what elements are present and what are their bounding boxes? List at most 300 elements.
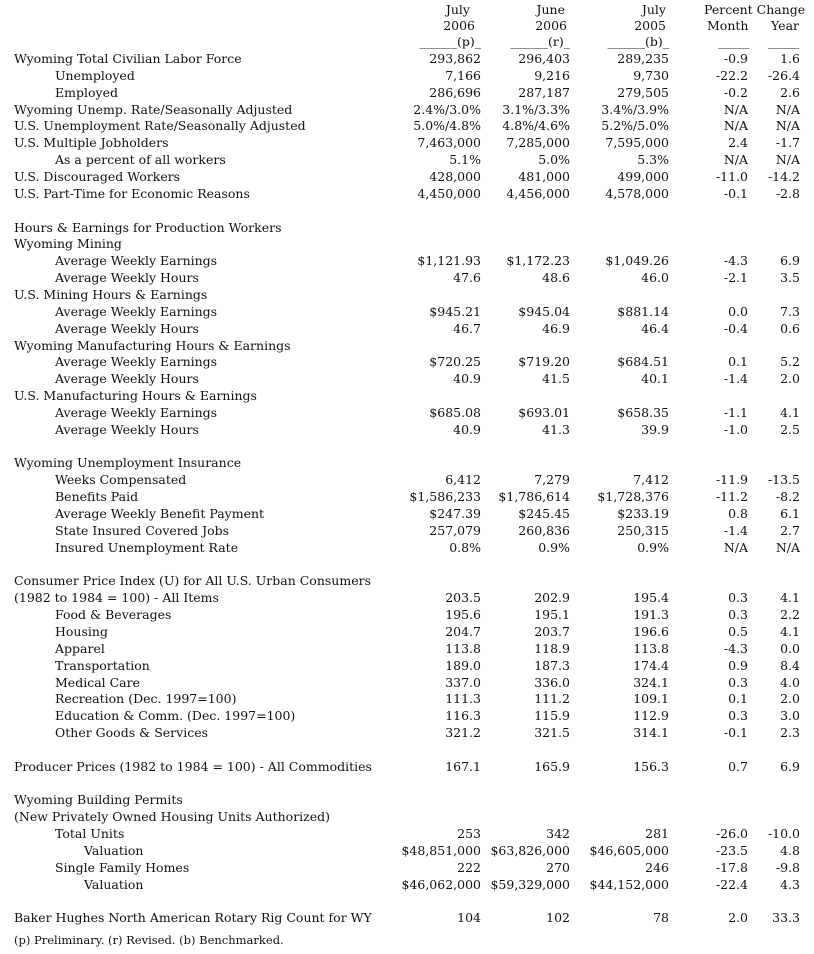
table-row (0, 623, 814, 640)
table-row (0, 84, 814, 101)
value-june-2006: $719.20 (518, 354, 570, 370)
value-july-2005: 39.9 (641, 421, 669, 437)
pct-change-month: 0.3 (728, 708, 748, 724)
pct-change-year: 3.0 (780, 708, 800, 724)
table-row (0, 859, 814, 876)
row-label: Transportation (55, 657, 150, 673)
value-july-2006: $1,586,233 (409, 489, 481, 505)
table-row (0, 724, 814, 741)
pct-change-year: -9.8 (775, 859, 800, 875)
pct-change-month: N/A (723, 118, 748, 134)
pct-change-year: -14.2 (767, 169, 800, 184)
value-july-2006: 195.6 (445, 607, 481, 623)
value-july-2005: 5.3% (637, 152, 669, 168)
pct-change-month: -11.9 (715, 472, 748, 488)
pct-change-year: -10.0 (767, 826, 800, 842)
value-july-2005: 7,595,000 (605, 135, 669, 151)
table-row (0, 488, 814, 505)
pct-change-month: -0.1 (723, 185, 748, 201)
value-july-2006: $685.08 (429, 404, 481, 420)
table-row (0, 117, 814, 134)
pct-change-month: -0.4 (723, 320, 748, 336)
col-june-2006-month: June (536, 2, 565, 17)
pct-change-month: -1.4 (723, 522, 748, 538)
table-row (0, 404, 814, 421)
pct-month-header: Month (707, 18, 749, 33)
row-label: Weeks Compensated (55, 472, 187, 488)
value-july-2006: 321.2 (445, 725, 481, 740)
pct-change-month: N/A (723, 101, 748, 117)
row-label: (1982 to 1984 = 100) - All Items (14, 590, 219, 606)
value-july-2006: 204.7 (445, 623, 481, 639)
col-july-2005-month: July (641, 2, 666, 17)
spacer-row (0, 741, 814, 758)
footnote: (p) Preliminary. (r) Revised. (b) Benchmarked. (14, 933, 284, 947)
value-july-2005: 9,730 (633, 67, 669, 83)
value-july-2006: 111.3 (445, 691, 481, 707)
value-june-2006: $1,172.23 (506, 253, 570, 269)
value-june-2006: 41.3 (542, 421, 570, 437)
table-row (0, 454, 814, 471)
table-row (0, 572, 814, 589)
row-label: Valuation (84, 876, 144, 892)
spacer-row (0, 893, 814, 910)
table-row (0, 758, 814, 775)
pct-change-year: 8.4 (780, 657, 800, 673)
table-row (0, 606, 814, 623)
pct-change-month: -11.0 (715, 169, 748, 184)
pct-change-year: 2.6 (780, 84, 800, 100)
spacer-row (0, 775, 814, 792)
pct-change-year: -13.5 (767, 472, 800, 488)
pct-change-year: N/A (775, 101, 800, 117)
value-july-2006: 116.3 (445, 708, 481, 724)
pct-change-year: 2.2 (780, 607, 800, 623)
value-june-2006: $1,786,614 (498, 489, 570, 505)
row-label: (New Privately Owned Housing Units Authorized) (14, 809, 331, 825)
value-july-2005: 5.2%/5.0% (601, 118, 669, 134)
table-row (0, 657, 814, 674)
value-july-2005: 324.1 (633, 674, 669, 690)
value-july-2005: 46.0 (641, 270, 669, 286)
value-july-2006: 40.9 (453, 421, 481, 437)
value-july-2006: 4,450,000 (417, 185, 481, 201)
value-july-2005: 3.4%/3.9% (601, 101, 669, 117)
row-label: Average Weekly Hours (55, 421, 199, 437)
pct-change-month: 0.1 (728, 691, 748, 707)
value-july-2005: 314.1 (633, 725, 669, 740)
spacer-row (0, 556, 814, 573)
value-june-2006: 481,000 (518, 169, 570, 184)
row-label: Total Units (55, 826, 125, 842)
pct-change-month: 0.3 (728, 590, 748, 606)
value-july-2006: 189.0 (445, 657, 481, 673)
pct-change-month: -1.4 (723, 371, 748, 387)
col-june-2006-note: ______(r)_ (510, 34, 570, 49)
value-june-2006: 4,456,000 (506, 185, 570, 201)
value-june-2006: 118.9 (534, 640, 570, 656)
value-july-2005: 113.8 (633, 640, 669, 656)
value-june-2006: $59,329,000 (490, 876, 570, 892)
table-row (0, 825, 814, 842)
value-june-2006: $693.01 (518, 404, 570, 420)
value-june-2006: 287,187 (518, 84, 570, 100)
table-row (0, 808, 814, 825)
value-july-2006: 46.7 (453, 320, 481, 336)
value-june-2006: 46.9 (542, 320, 570, 336)
table-row (0, 252, 814, 269)
row-label: Benefits Paid (55, 489, 139, 505)
pct-year-header: Year (771, 18, 799, 33)
row-label: Average Weekly Earnings (55, 404, 218, 420)
value-july-2006: 113.8 (445, 640, 481, 656)
value-july-2005: $1,049.26 (605, 253, 669, 269)
table-row (0, 471, 814, 488)
pct-change-month: 0.8 (728, 506, 748, 521)
row-label: Insured Unemployment Rate (55, 539, 239, 555)
value-july-2006: 0.8% (449, 539, 481, 555)
table-row (0, 674, 814, 691)
table-row (0, 337, 814, 354)
row-label: Wyoming Manufacturing Hours & Earnings (14, 337, 291, 353)
row-label: State Insured Covered Jobs (55, 522, 230, 538)
value-july-2006: 5.0%/4.8% (413, 118, 481, 134)
value-july-2005: 46.4 (641, 320, 669, 336)
row-label: Wyoming Total Civilian Labor Force (14, 51, 242, 66)
row-label: Wyoming Unemployment Insurance (14, 455, 242, 471)
value-july-2006: 2.4%/3.0% (413, 101, 481, 117)
col-july-2005-year: 2005 (634, 18, 666, 33)
value-june-2006: 270 (546, 859, 570, 875)
table-row (0, 640, 814, 657)
pct-change-year: 2.0 (780, 691, 800, 707)
row-label: Housing (55, 623, 108, 639)
row-label: U.S. Unemployment Rate/Seasonally Adjusted (14, 118, 306, 134)
pct-change-year: 4.1 (780, 590, 800, 606)
table-row (0, 842, 814, 859)
row-label: Average Weekly Hours (55, 320, 199, 336)
value-july-2005: $684.51 (617, 354, 669, 370)
value-july-2005: 7,412 (633, 472, 669, 488)
header-row-2 (0, 17, 814, 34)
pct-change-year: 4.0 (780, 674, 800, 690)
col-july-2005-note: ______(b)_ (607, 34, 669, 49)
table-row (0, 421, 814, 438)
value-july-2006: 167.1 (445, 758, 481, 774)
pct-change-month: 0.1 (728, 354, 748, 370)
value-july-2005: $658.35 (617, 404, 669, 420)
value-july-2005: 250,315 (617, 522, 669, 538)
value-july-2006: 40.9 (453, 371, 481, 387)
pct-change-month: -11.2 (715, 489, 748, 505)
value-june-2006: 115.9 (534, 708, 570, 724)
pct-change-year: N/A (775, 539, 800, 555)
value-june-2006: 187.3 (534, 657, 570, 673)
pct-change-month: 0.0 (728, 303, 748, 319)
pct-change-year: 0.6 (780, 320, 800, 336)
table-row (0, 539, 814, 556)
row-label: U.S. Discouraged Workers (14, 169, 181, 184)
value-july-2006: 47.6 (453, 270, 481, 286)
value-june-2006: 336.0 (534, 674, 570, 690)
table-row (0, 589, 814, 606)
pct-change-month: -0.1 (723, 725, 748, 740)
value-june-2006: 203.7 (534, 623, 570, 639)
value-july-2005: 109.1 (633, 691, 669, 707)
value-july-2005: 40.1 (641, 371, 669, 387)
row-label: Average Weekly Earnings (55, 303, 218, 319)
table-row (0, 522, 814, 539)
value-june-2006: 4.8%/4.6% (502, 118, 570, 134)
table-row (0, 219, 814, 236)
row-label: Producer Prices (1982 to 1984 = 100) - All Commodities (14, 758, 372, 774)
value-july-2006: 104 (457, 910, 481, 926)
value-july-2006: 428,000 (429, 169, 481, 184)
value-july-2006: 7,463,000 (417, 135, 481, 151)
pct-change-month: -0.9 (723, 51, 748, 66)
pct-change-year: 0.0 (780, 640, 800, 656)
row-label: Single Family Homes (55, 859, 190, 875)
value-june-2006: 9,216 (534, 67, 570, 83)
row-label: Unemployed (55, 67, 135, 83)
row-label: U.S. Multiple Jobholders (14, 135, 169, 151)
value-june-2006: $245.45 (518, 506, 570, 521)
value-july-2005: 499,000 (617, 169, 669, 184)
value-july-2005: $44,152,000 (589, 876, 669, 892)
row-label: Average Weekly Earnings (55, 253, 218, 269)
value-june-2006: 5.0% (538, 152, 570, 168)
pct-change-month: 2.0 (728, 910, 748, 926)
value-july-2006: 6,412 (445, 472, 481, 488)
pct-change-month: -22.4 (715, 876, 748, 892)
value-july-2006: 5.1% (449, 152, 481, 168)
table-row (0, 370, 814, 387)
pct-change-month: -17.8 (715, 859, 748, 875)
table-row (0, 690, 814, 707)
col-july-2006-note: ______(p)_ (419, 34, 481, 49)
pct-year-rule: _____ (768, 34, 800, 49)
row-label: Employed (55, 84, 118, 100)
row-label: As a percent of all workers (55, 152, 226, 168)
pct-month-rule: _____ (718, 34, 750, 49)
pct-change-year: 4.8 (780, 843, 800, 858)
value-june-2006: 48.6 (542, 270, 570, 286)
pct-change-month: -0.2 (723, 84, 748, 100)
value-june-2006: 342 (546, 826, 570, 842)
value-july-2005: $46,605,000 (589, 843, 669, 858)
value-july-2005: 281 (645, 826, 669, 842)
footnote-row (0, 932, 814, 949)
col-july-2006-month: July (445, 2, 470, 17)
value-july-2005: 195.4 (633, 590, 669, 606)
table-row (0, 50, 814, 67)
row-label: Food & Beverages (55, 607, 172, 623)
row-label: Average Weekly Benefit Payment (55, 506, 265, 521)
value-july-2006: $247.39 (429, 506, 481, 521)
value-july-2005: 279,505 (617, 84, 669, 100)
value-july-2005: 78 (653, 910, 669, 926)
table-row (0, 286, 814, 303)
value-july-2005: $1,728,376 (597, 489, 669, 505)
pct-change-month: 0.3 (728, 607, 748, 623)
value-june-2006: 260,836 (518, 522, 570, 538)
value-july-2006: $46,062,000 (401, 876, 481, 892)
value-july-2006: $945.21 (429, 303, 481, 319)
pct-change-year: 4.1 (780, 623, 800, 639)
pct-change-year: N/A (775, 152, 800, 168)
row-label: Hours & Earnings for Production Workers (14, 219, 282, 235)
pct-change-month: -1.1 (723, 404, 748, 420)
pct-change-year: 2.3 (780, 725, 800, 740)
value-july-2006: 7,166 (445, 67, 481, 83)
pct-change-year: 5.2 (780, 354, 800, 370)
row-label: Other Goods & Services (55, 725, 209, 740)
header-row-1 (0, 1, 814, 18)
value-july-2005: 196.6 (633, 623, 669, 639)
row-label: Wyoming Unemp. Rate/Seasonally Adjusted (14, 101, 293, 117)
pct-change-year: 33.3 (772, 910, 800, 926)
table-row (0, 707, 814, 724)
value-june-2006: 165.9 (534, 758, 570, 774)
pct-change-month: -4.3 (723, 253, 748, 269)
value-june-2006: 41.5 (542, 371, 570, 387)
pct-change-year: 2.7 (780, 522, 800, 538)
row-label: Apparel (55, 640, 105, 656)
value-june-2006: $945.04 (518, 303, 570, 319)
table-row (0, 235, 814, 252)
pct-change-year: 6.9 (780, 253, 800, 269)
value-july-2005: 112.9 (633, 708, 669, 724)
pct-change-year: -2.8 (775, 185, 800, 201)
table-row (0, 876, 814, 893)
spacer-row (0, 438, 814, 455)
table-row (0, 791, 814, 808)
pct-change-month: -1.0 (723, 421, 748, 437)
pct-change-year: 2.5 (780, 421, 800, 437)
table-row (0, 67, 814, 84)
percent-change-title: Percent Change (704, 2, 806, 17)
value-june-2006: $63,826,000 (490, 843, 570, 858)
table-row (0, 134, 814, 151)
value-june-2006: 321.5 (534, 725, 570, 740)
pct-change-month: N/A (723, 152, 748, 168)
row-label: U.S. Manufacturing Hours & Earnings (14, 388, 257, 403)
row-label: Average Weekly Hours (55, 270, 199, 286)
col-june-2006-year: 2006 (535, 18, 567, 33)
value-june-2006: 111.2 (534, 691, 570, 707)
pct-change-year: 4.1 (780, 404, 800, 420)
value-june-2006: 7,285,000 (506, 135, 570, 151)
spacer-row (0, 202, 814, 219)
value-june-2006: 3.1%/3.3% (502, 101, 570, 117)
table-row (0, 101, 814, 118)
value-june-2006: 0.9% (538, 539, 570, 555)
table-row (0, 303, 814, 320)
table-row (0, 505, 814, 522)
row-label: U.S. Part-Time for Economic Reasons (14, 185, 250, 201)
value-july-2005: 0.9% (637, 539, 669, 555)
value-july-2006: 253 (457, 826, 481, 842)
pct-change-month: 0.9 (728, 657, 748, 673)
pct-change-year: -26.4 (767, 67, 800, 83)
table-row (0, 185, 814, 202)
table-row (0, 909, 814, 926)
pct-change-year: N/A (775, 118, 800, 134)
table-row (0, 387, 814, 404)
value-july-2005: 246 (645, 859, 669, 875)
pct-change-month: -2.1 (723, 270, 748, 286)
value-june-2006: 296,403 (518, 51, 570, 66)
value-july-2006: $48,851,000 (401, 843, 481, 858)
value-july-2006: $1,121.93 (417, 253, 481, 269)
pct-change-year: -8.2 (775, 489, 800, 505)
row-label: Baker Hughes North American Rotary Rig Count for WY (14, 910, 372, 926)
row-label: U.S. Mining Hours & Earnings (14, 286, 208, 302)
pct-change-month: 2.4 (728, 135, 748, 151)
row-label: Recreation (Dec. 1997=100) (55, 691, 237, 707)
row-label: Education & Comm. (Dec. 1997=100) (55, 708, 296, 724)
value-july-2005: 4,578,000 (605, 185, 669, 201)
pct-change-year: 2.0 (780, 371, 800, 387)
value-july-2005: $233.19 (617, 506, 669, 521)
row-label: Average Weekly Hours (55, 371, 199, 387)
pct-change-month: N/A (723, 539, 748, 555)
pct-change-month: -22.2 (715, 67, 748, 83)
table-row (0, 168, 814, 185)
pct-change-year: 6.9 (780, 758, 800, 774)
value-july-2006: 337.0 (445, 674, 481, 690)
table-row (0, 269, 814, 286)
table-row (0, 320, 814, 337)
value-june-2006: 102 (546, 910, 570, 926)
table-row (0, 353, 814, 370)
pct-change-year: 4.3 (780, 876, 800, 892)
row-label: Consumer Price Index (U) for All U.S. Urban Consumers (14, 573, 371, 589)
value-june-2006: 7,279 (534, 472, 570, 488)
value-july-2005: $881.14 (617, 303, 669, 319)
col-july-2006-year: 2006 (443, 18, 475, 33)
pct-change-year: -1.7 (775, 135, 800, 151)
pct-change-year: 1.6 (780, 51, 800, 66)
header-row-3 (0, 33, 814, 50)
table-row (0, 151, 814, 168)
value-july-2005: 156.3 (633, 758, 669, 774)
pct-change-month: 0.7 (728, 758, 748, 774)
value-june-2006: 202.9 (534, 590, 570, 606)
value-july-2005: 289,235 (617, 51, 669, 66)
pct-change-month: 0.5 (728, 623, 748, 639)
value-july-2005: 191.3 (633, 607, 669, 623)
value-july-2006: 293,862 (429, 51, 481, 66)
pct-change-year: 3.5 (780, 270, 800, 286)
value-july-2006: 222 (457, 859, 481, 875)
value-july-2006: 286,696 (429, 84, 481, 100)
pct-change-month: -23.5 (715, 843, 748, 858)
pct-change-year: 6.1 (780, 506, 800, 521)
row-label: Wyoming Building Permits (14, 792, 183, 808)
row-label: Medical Care (55, 674, 141, 690)
pct-change-year: 7.3 (780, 303, 800, 319)
value-july-2005: 174.4 (633, 657, 669, 673)
pct-change-month: -4.3 (723, 640, 748, 656)
value-july-2006: 257,079 (429, 522, 481, 538)
value-july-2006: $720.25 (429, 354, 481, 370)
row-label: Valuation (84, 843, 144, 858)
value-july-2006: 203.5 (445, 590, 481, 606)
pct-change-month: 0.3 (728, 674, 748, 690)
pct-change-month: -26.0 (715, 826, 748, 842)
row-label: Average Weekly Earnings (55, 354, 218, 370)
